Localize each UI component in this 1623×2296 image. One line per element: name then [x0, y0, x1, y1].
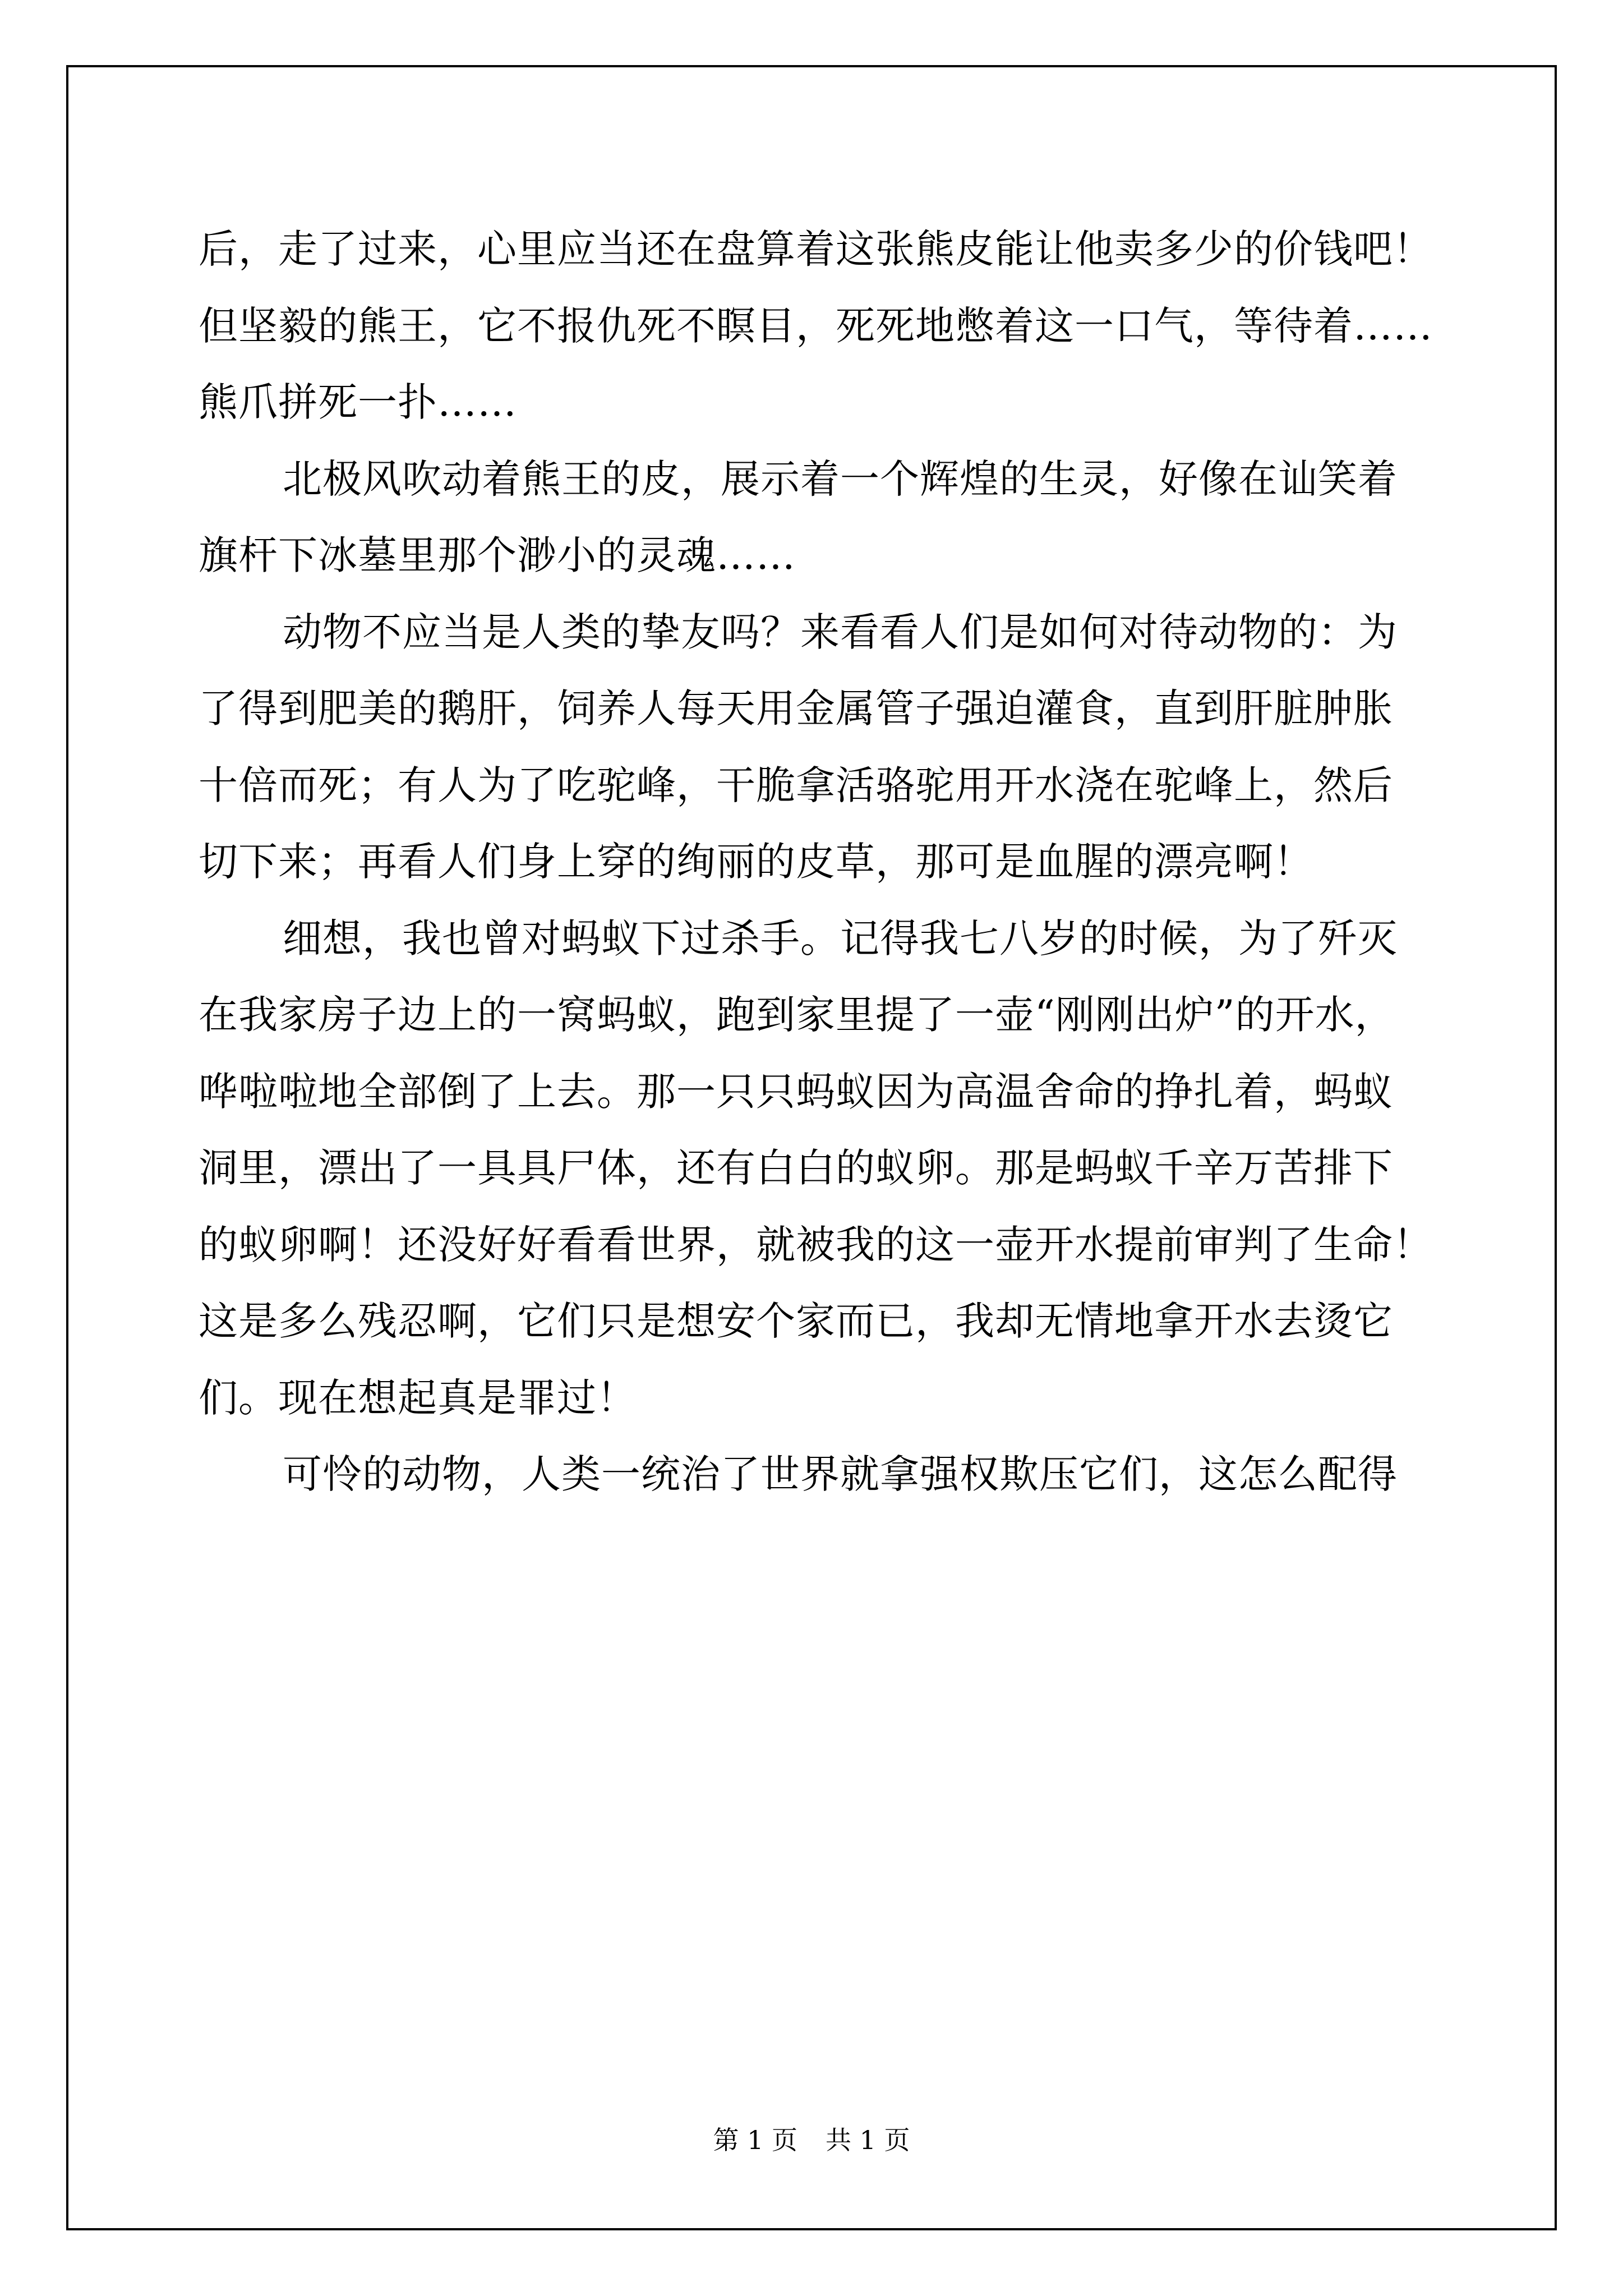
page-footer — [0, 2123, 1623, 2157]
page-number-total: 共 1 页 — [826, 2125, 910, 2155]
paragraph-start-line: 动物不应当是人类的挚友吗？来看看人们是如何对待动物的：为 — [283, 609, 1398, 655]
text-line: 的蚁卵啊！还没好好看看世界，就被我的这一壶开水提前审判了生命！ — [199, 1221, 1433, 1268]
text-line: 洞里，漂出了一具具尸体，还有白白的蚁卵。那是蚂蚁千辛万苦排下 — [199, 1145, 1393, 1191]
text-line: 们。现在想起真是罪过！ — [199, 1374, 637, 1421]
text-line: 哗啦啦地全部倒了上去。那一只只蚂蚁因为高温舍命的挣扎着，蚂蚁 — [199, 1068, 1393, 1115]
text-line: 了得到肥美的鹅肝，饲养人每天用金属管子强迫灌食，直到肝脏肿胀 — [199, 685, 1393, 731]
page-number-current: 第 1 页 — [713, 2125, 797, 2155]
text-line: 旗杆下冰墓里那个渺小的灵魂…… — [199, 532, 796, 578]
text-line: 十倍而死；有人为了吃驼峰，干脆拿活骆驼用开水浇在驼峰上，然后 — [199, 762, 1393, 808]
paragraph-start-line: 可怜的动物，人类一统治了世界就拿强权欺压它们，这怎么配得 — [283, 1451, 1398, 1497]
text-line: 但坚毅的熊王，它不报仇死不瞑目，死死地憋着这一口气，等待着…… — [199, 302, 1433, 349]
text-line: 切下来；再看人们身上穿的绚丽的皮草，那可是血腥的漂亮啊！ — [199, 839, 1313, 885]
paragraph-start-line: 北极风吹动着熊王的皮，展示着一个辉煌的生灵，好像在讪笑着 — [283, 455, 1398, 502]
document-body — [199, 211, 1432, 1513]
text-line: 后，走了过来，心里应当还在盘算着这张熊皮能让他卖多少的价钱吧！ — [199, 226, 1433, 272]
paragraph-start-line: 细想，我也曾对蚂蚁下过杀手。记得我七八岁的时候，为了歼灭 — [283, 915, 1398, 961]
text-line: 熊爪拼死一扑…… — [199, 379, 517, 425]
text-line: 在我家房子边上的一窝蚂蚁，跑到家里提了一壶“刚刚出炉”的开水， — [199, 992, 1395, 1038]
text-line: 这是多么残忍啊，它们只是想安个家而已，我却无情地拿开水去烫它 — [199, 1298, 1393, 1344]
